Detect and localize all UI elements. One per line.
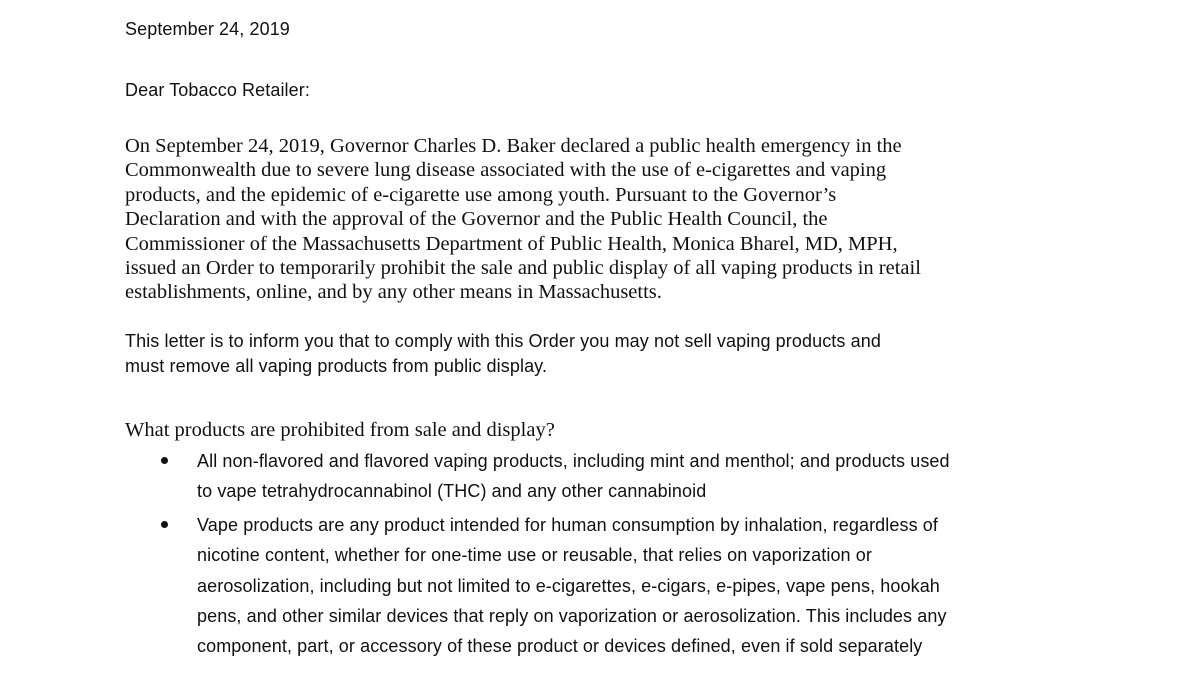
list-item-line: nicotine content, whether for one-time use or reusable, that relies on vaporization or [197, 545, 872, 566]
list-item-line: Vape products are any product intended for human consumption by inhalation, regardless of [197, 514, 939, 535]
paragraph-line: Declaration and with the approval of the Governor and the Public Health Council, the [125, 208, 828, 231]
salutation: Dear Tobacco Retailer: [125, 80, 310, 100]
list-item-line: to vape tetrahydrocannabinol (THC) and any other cannabinoid [197, 481, 707, 502]
list-item-line: component, part, or accessory of these product or devices defined, even if sold separately [197, 636, 923, 657]
list-item-line: All non-flavored and flavored vaping products, including mint and menthol; and products used [197, 451, 950, 471]
paragraph-line: On September 24, 2019, Governor Charles D. Baker declared a public health emergency in the [125, 135, 902, 157]
paragraph-line: establishments, online, and by any other means in Massachusetts. [125, 281, 662, 304]
prohibited-products-list [125, 446, 1125, 662]
paragraph-line: Commonwealth due to severe lung disease associated with the use of e-cigarettes and vaping [125, 159, 887, 182]
letter-date: September 24, 2019 [125, 19, 290, 39]
bullet-icon [161, 521, 168, 528]
bullet-icon [161, 457, 168, 464]
declaration-paragraph [125, 134, 1125, 305]
paragraph-line: Commissioner of the Massachusetts Department of Public Health, Monica Bharel, MD, MPH, [125, 232, 898, 255]
section-question: What products are prohibited from sale and display? [125, 419, 555, 441]
notice-line: This letter is to inform you that to comply with this Order you may not sell vaping products and [125, 331, 881, 351]
list-item [125, 446, 1125, 507]
list-item-line: aerosolization, including but not limited to e-cigarettes, e-cigars, e-pipes, vape pens, hookah [197, 575, 940, 596]
notice-line: must remove all vaping products from public display. [125, 356, 548, 376]
list-item-line: pens, and other similar devices that reply on vaporization or aerosolization. This includes any [197, 606, 947, 627]
paragraph-line: products, and the epidemic of e-cigarette use among youth. Pursuant to the Governor’s [125, 183, 837, 206]
list-item [125, 510, 1125, 662]
paragraph-line: issued an Order to temporarily prohibit the sale and public display of all vaping products in retail [125, 257, 921, 280]
compliance-notice [125, 329, 1125, 379]
